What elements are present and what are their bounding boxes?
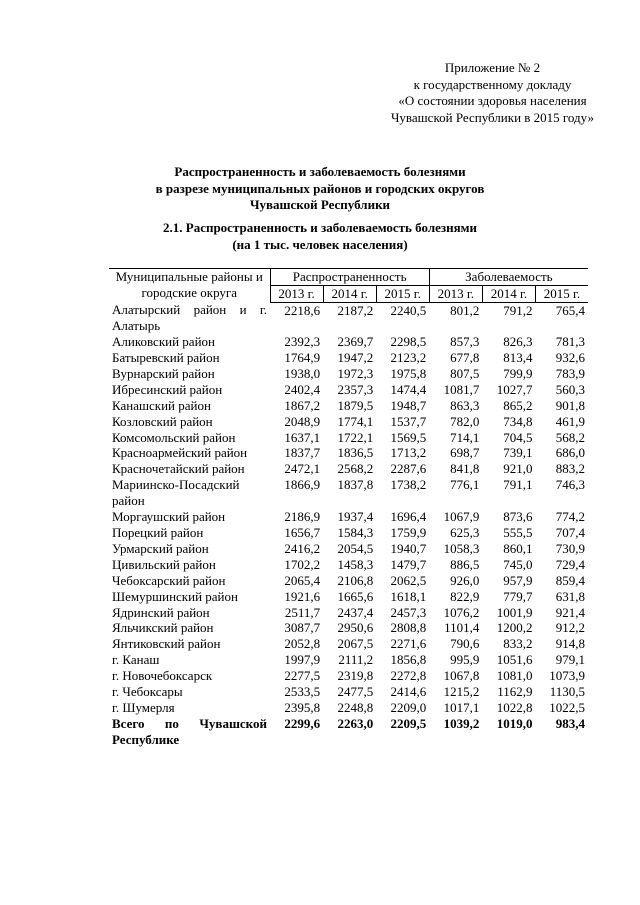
value-cell: 883,2 (555, 461, 585, 477)
value-cell: 1948,7 (390, 397, 427, 413)
value-cell: 2437,4 (337, 604, 374, 620)
value-cell: 2248,8 (337, 699, 374, 715)
value-cell: 765,4 (555, 302, 585, 318)
value-cell: 2263,0 (337, 715, 374, 731)
value-cell: 1215,2 (443, 684, 480, 700)
value-cell: 926,0 (450, 572, 480, 588)
table-row (109, 334, 588, 350)
column-group-prevalence: Распространенность (270, 269, 429, 286)
table-row (109, 620, 588, 636)
value-cell: 1997,9 (284, 652, 321, 668)
title-line: в разрезе муниципальных районов и городских округов (155, 180, 485, 196)
table-row (109, 398, 588, 414)
year-header: 2013 г. (270, 285, 323, 302)
value-cell: 2392,3 (284, 334, 321, 350)
value-cell: 1713,2 (390, 445, 427, 461)
value-cell: 1975,8 (390, 365, 427, 381)
table-row (109, 573, 588, 589)
value-cell: 979,1 (555, 652, 585, 668)
value-cell: 2187,2 (337, 302, 374, 318)
table-row (109, 668, 588, 684)
value-cell: 921,4 (555, 604, 585, 620)
region-name-cell: Мариинско-Посадский район (112, 477, 240, 509)
value-cell: 1076,2 (443, 604, 480, 620)
region-name-cell: Алатырский район и г. Алатырь (112, 302, 267, 334)
region-name-cell: Моргаушский район (112, 509, 226, 525)
region-name-cell: Аликовский район (112, 334, 215, 350)
value-cell: 2106,8 (337, 572, 374, 588)
value-cell: 2240,5 (390, 302, 427, 318)
value-cell: 791,2 (503, 302, 533, 318)
region-name-cell: Красноармейский район (112, 445, 248, 461)
value-cell: 2414,6 (390, 684, 427, 700)
value-cell: 2457,3 (390, 604, 427, 620)
value-cell: 2186,9 (284, 509, 321, 525)
value-cell: 2272,8 (390, 668, 427, 684)
value-cell: 704,5 (503, 429, 533, 445)
table-row (109, 684, 588, 700)
region-name-cell: Комсомольский район (112, 429, 236, 445)
appendix-line: Приложение № 2 (444, 60, 541, 75)
value-cell: 995,9 (450, 652, 480, 668)
region-name-cell: Канашский район (112, 397, 211, 413)
value-cell: 1027,7 (496, 381, 533, 397)
value-cell: 957,9 (503, 572, 533, 588)
region-name-cell: г. Чебоксары (112, 684, 183, 700)
value-cell: 714,1 (450, 429, 480, 445)
value-cell: 2395,8 (284, 699, 321, 715)
region-name-cell: Яльчикский район (112, 620, 214, 636)
region-name-cell: Янтиковский район (112, 636, 221, 652)
value-cell: 730,9 (555, 540, 585, 556)
value-cell: 560,3 (555, 381, 585, 397)
table-row (109, 414, 588, 430)
value-cell: 2052,8 (284, 636, 321, 652)
value-cell: 1866,9 (284, 477, 321, 493)
value-cell: 2299,6 (284, 715, 321, 731)
value-cell: 1101,4 (444, 620, 480, 636)
column-group-incidence: Заболеваемость (429, 269, 588, 286)
value-cell: 555,5 (503, 525, 533, 540)
value-cell: 568,2 (555, 429, 585, 445)
table-row (109, 652, 588, 668)
data-table (109, 268, 588, 748)
value-cell: 2218,6 (284, 302, 321, 318)
value-cell: 2062,5 (390, 572, 427, 588)
region-name-cell: Урмарский район (112, 540, 209, 556)
value-cell: 1867,2 (284, 397, 321, 413)
value-cell: 781,3 (555, 334, 585, 350)
value-cell: 686,0 (555, 445, 585, 461)
table-row (109, 605, 588, 621)
year-header: 2015 г. (535, 285, 588, 302)
table-row (109, 461, 588, 477)
value-cell: 776,1 (450, 477, 480, 493)
value-cell: 799,9 (503, 365, 533, 381)
value-cell: 857,3 (450, 334, 480, 350)
value-cell: 1001,9 (496, 604, 533, 620)
value-cell: 1022,5 (549, 699, 585, 715)
value-cell: 1774,1 (337, 413, 374, 429)
value-cell: 2568,2 (337, 461, 374, 477)
region-name-cell: Вурнарский район (112, 365, 215, 381)
value-cell: 739,1 (503, 445, 533, 461)
value-cell: 801,2 (450, 302, 480, 318)
appendix-note (391, 60, 594, 126)
value-cell: 734,8 (503, 413, 533, 429)
total-row (109, 716, 588, 748)
value-cell: 807,5 (450, 365, 480, 381)
value-cell: 2477,5 (337, 684, 374, 700)
table-title-line: 2.1. Распространенность и заболеваемость болезнями (163, 220, 477, 235)
value-cell: 1921,6 (284, 588, 321, 604)
value-cell: 1073,9 (549, 668, 585, 684)
value-cell: 2511,7 (284, 604, 321, 620)
value-cell: 1058,3 (443, 540, 480, 556)
value-cell: 841,8 (450, 461, 480, 477)
year-header: 2014 г. (323, 285, 376, 302)
value-cell: 1051,6 (496, 652, 533, 668)
year-header: 2014 г. (482, 285, 535, 302)
region-name-cell: Всего по Чувашской Республике (112, 715, 267, 747)
value-cell: 863,3 (450, 397, 480, 413)
value-cell: 2209,0 (390, 699, 427, 715)
value-cell: 826,3 (503, 334, 533, 350)
value-cell: 914,8 (555, 636, 585, 652)
value-cell: 2533,5 (284, 684, 321, 700)
value-cell: 774,2 (555, 509, 585, 525)
table-row (109, 589, 588, 605)
value-cell: 901,8 (555, 397, 585, 413)
value-cell: 745,0 (503, 556, 533, 572)
value-cell: 983,4 (555, 715, 585, 731)
value-cell: 2123,2 (390, 350, 427, 366)
value-cell: 822,9 (450, 588, 480, 604)
value-cell: 791,1 (503, 477, 533, 493)
year-header: 2015 г. (376, 285, 429, 302)
region-name-cell: Красночетайский район (112, 461, 245, 477)
value-cell: 783,9 (555, 365, 585, 381)
value-cell: 1665,6 (337, 588, 374, 604)
value-cell: 677,8 (450, 350, 480, 366)
table-title (0, 220, 640, 253)
value-cell: 2319,8 (337, 668, 374, 684)
table-body (109, 302, 588, 747)
value-cell: 2048,9 (284, 413, 321, 429)
value-cell: 2298,5 (390, 334, 427, 350)
region-name-cell: Цивильский район (112, 556, 216, 572)
value-cell: 1836,5 (337, 445, 374, 461)
value-cell: 1938,0 (284, 365, 321, 381)
value-cell: 886,5 (450, 556, 480, 572)
value-cell: 1081,7 (443, 381, 480, 397)
region-name-cell: Ибресинский район (112, 381, 223, 397)
value-cell: 873,6 (503, 509, 533, 525)
value-cell: 912,2 (555, 620, 585, 636)
value-cell: 1067,8 (443, 668, 480, 684)
value-cell: 1039,2 (443, 715, 480, 731)
value-cell: 1637,1 (284, 429, 321, 445)
table-row (109, 477, 588, 509)
value-cell: 833,2 (503, 636, 533, 652)
value-cell: 461,9 (555, 413, 585, 429)
value-cell: 932,6 (555, 350, 585, 366)
value-cell: 2271,6 (390, 636, 427, 652)
region-name-cell: Батыревский район (112, 350, 220, 366)
value-cell: 1696,4 (390, 509, 427, 525)
value-cell: 2287,6 (390, 461, 427, 477)
value-cell: 2950,6 (337, 620, 374, 636)
column-header-region: Муниципальные районы и городские округа (109, 269, 270, 303)
value-cell: 859,4 (555, 572, 585, 588)
value-cell: 729,4 (555, 556, 585, 572)
region-name-cell: Козловский район (112, 413, 213, 429)
document-title (0, 164, 640, 214)
value-cell: 779,7 (503, 588, 533, 604)
table-row (109, 557, 588, 573)
value-cell: 1584,3 (337, 525, 374, 540)
table-row (109, 382, 588, 398)
value-cell: 625,3 (450, 525, 480, 540)
table-row (109, 525, 588, 541)
value-cell: 1479,7 (390, 556, 427, 572)
title-line: Распространенность и заболеваемость болезнями (174, 164, 466, 179)
table-row (109, 509, 588, 525)
value-cell: 2111,2 (338, 652, 374, 668)
value-cell: 1067,9 (443, 509, 480, 525)
table-row (109, 366, 588, 382)
value-cell: 1856,8 (390, 652, 427, 668)
table-row (109, 350, 588, 366)
value-cell: 2402,4 (284, 381, 321, 397)
value-cell: 1022,8 (496, 699, 533, 715)
value-cell: 2209,5 (390, 715, 427, 731)
value-cell: 707,4 (555, 525, 585, 540)
value-cell: 1130,5 (549, 684, 585, 700)
value-cell: 1722,1 (337, 429, 374, 445)
value-cell: 2357,3 (337, 381, 374, 397)
table-row (109, 636, 588, 652)
value-cell: 1458,3 (337, 556, 374, 572)
table-title-line: (на 1 тыс. человек населения) (232, 236, 408, 252)
value-cell: 1940,7 (390, 540, 427, 556)
value-cell: 2054,5 (337, 540, 374, 556)
region-name-cell: г. Новочебоксарск (112, 668, 213, 684)
value-cell: 921,0 (503, 461, 533, 477)
value-cell: 631,8 (555, 588, 585, 604)
value-cell: 1162,9 (497, 684, 533, 700)
table-row (109, 445, 588, 461)
table-row (109, 302, 588, 334)
value-cell: 1474,4 (390, 381, 427, 397)
value-cell: 790,6 (450, 636, 480, 652)
value-cell: 1947,2 (337, 350, 374, 366)
value-cell: 2808,8 (390, 620, 427, 636)
value-cell: 746,3 (555, 477, 585, 493)
region-name-cell: Шемуршинский район (112, 588, 238, 604)
value-cell: 1618,1 (390, 588, 427, 604)
value-cell: 1837,7 (284, 445, 321, 461)
table-row (109, 430, 588, 446)
value-cell: 1738,2 (390, 477, 427, 493)
value-cell: 860,1 (503, 540, 533, 556)
value-cell: 1019,0 (496, 715, 533, 731)
value-cell: 1200,2 (496, 620, 533, 636)
value-cell: 1937,4 (337, 509, 374, 525)
value-cell: 1081,0 (496, 668, 533, 684)
value-cell: 2369,7 (337, 334, 374, 350)
value-cell: 1569,5 (390, 429, 427, 445)
value-cell: 1764,9 (284, 350, 321, 366)
value-cell: 813,4 (503, 350, 533, 366)
region-name-cell: Порецкий район (112, 525, 204, 540)
value-cell: 865,2 (503, 397, 533, 413)
region-name-cell: г. Шумерля (112, 699, 175, 715)
table-row (109, 700, 588, 716)
value-cell: 2416,2 (284, 540, 321, 556)
region-name-cell: Чебоксарский район (112, 572, 226, 588)
value-cell: 1759,9 (390, 525, 427, 540)
value-cell: 1972,3 (337, 365, 374, 381)
value-cell: 1537,7 (390, 413, 427, 429)
value-cell: 2067,5 (337, 636, 374, 652)
value-cell: 1837,8 (337, 477, 374, 493)
value-cell: 782,0 (450, 413, 480, 429)
value-cell: 1017,1 (443, 699, 480, 715)
value-cell: 1702,2 (284, 556, 321, 572)
appendix-line: «О состоянии здоровья населения (398, 93, 587, 108)
value-cell: 2472,1 (284, 461, 321, 477)
appendix-line: к государственному докладу (413, 76, 572, 92)
value-cell: 1879,5 (337, 397, 374, 413)
region-name-cell: Ядринский район (112, 604, 210, 620)
value-cell: 1656,7 (284, 525, 321, 540)
table-row (109, 541, 588, 557)
value-cell: 2065,4 (284, 572, 321, 588)
appendix-line: Чувашской Республики в 2015 году» (390, 109, 594, 125)
region-name-cell: г. Канаш (112, 652, 160, 668)
title-line: Чувашской Республики (249, 197, 391, 212)
value-cell: 3087,7 (284, 620, 321, 636)
year-header: 2013 г. (429, 285, 482, 302)
value-cell: 698,7 (450, 445, 480, 461)
value-cell: 2277,5 (284, 668, 321, 684)
